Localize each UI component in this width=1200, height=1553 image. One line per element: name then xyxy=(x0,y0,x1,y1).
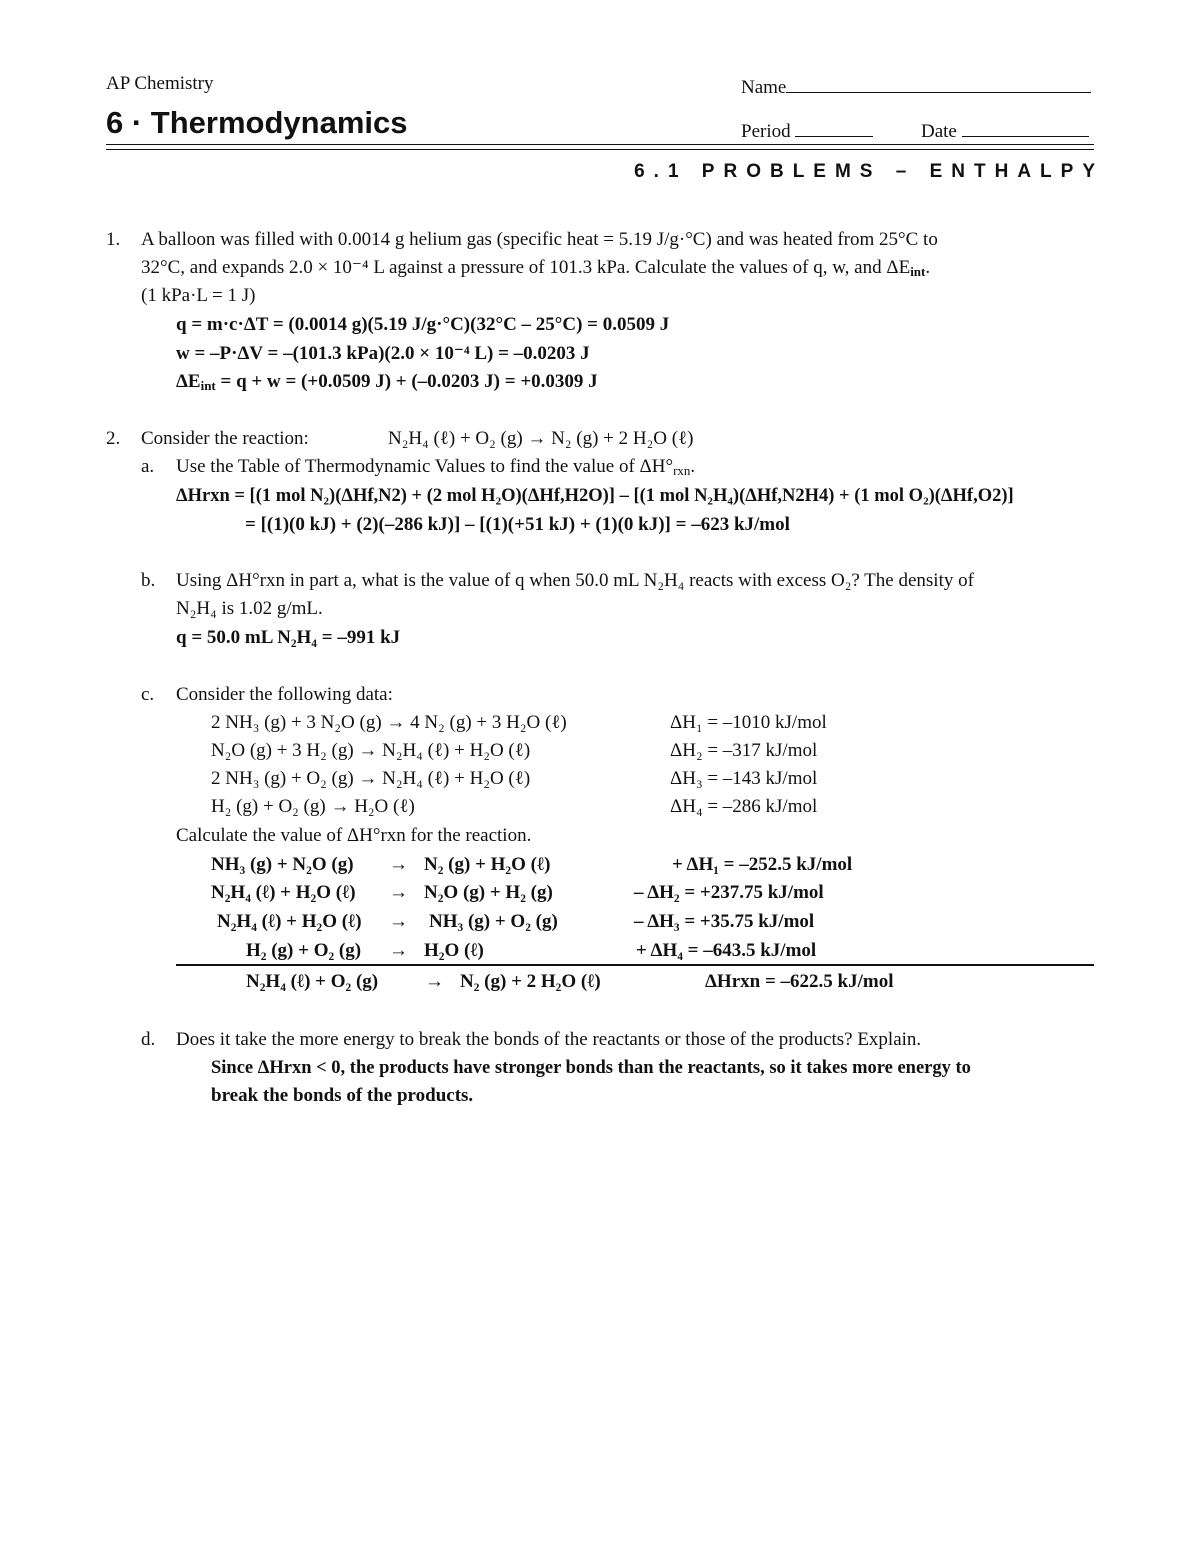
period-field[interactable] xyxy=(741,117,873,144)
name-field[interactable] xyxy=(741,73,1091,100)
step-2-left: N₂H₄ (ℓ) + H₂O (ℓ) xyxy=(211,882,356,903)
part-a-question-main: Use the Table of Thermodynamic Values to find the value of ΔH° xyxy=(176,456,674,477)
step-1-dh: + ΔH₁ = –252.5 kJ/mol xyxy=(672,854,853,875)
part-a-answer-line2: = [(1)(0 kJ) + (2)(–286 kJ)] – [(1)(+51 kJ) + (1)(0 kJ)] = –623 kJ/mol xyxy=(245,514,790,535)
data-equation-4: H₂ (g) + O₂ (g) → H₂O (ℓ) xyxy=(211,796,415,817)
step-4-dh: + ΔH₄ = –643.5 kJ/mol xyxy=(636,940,817,961)
step-2-arrow: → xyxy=(389,882,408,903)
data-dh-2: ΔH₂ = –317 kJ/mol xyxy=(670,740,818,761)
problem-2-number: 2. xyxy=(106,428,121,449)
step-3-dh: – ΔH₃ = +35.75 kJ/mol xyxy=(634,911,815,932)
data-dh-4: ΔH₄ = –286 kJ/mol xyxy=(670,796,818,817)
part-b-label: b. xyxy=(141,570,156,591)
header-rule-bottom xyxy=(106,149,1094,150)
part-d-label: d. xyxy=(141,1029,156,1050)
sum-rule xyxy=(176,964,1094,966)
total-arrow: → xyxy=(425,971,444,992)
data-equation-1: 2 NH₃ (g) + 3 N₂O (g) → 4 N₂ (g) + 3 H₂O (ℓ) xyxy=(211,712,567,733)
problem-2-reaction: N₂H₄ (ℓ) + O₂ (g) → N₂ (g) + 2 H₂O (ℓ) xyxy=(388,428,694,449)
name-blank xyxy=(786,73,1091,93)
problem-2-intro: Consider the reaction: xyxy=(141,428,309,449)
problem-1-line2-sub: int xyxy=(910,264,926,279)
step-4-right: H₂O (ℓ) xyxy=(424,940,484,961)
part-b-question-line2: N₂H₄ is 1.02 g/mL. xyxy=(176,598,323,619)
part-a-question-sub: rxn xyxy=(673,463,691,478)
date-label: Date xyxy=(921,121,957,142)
date-field[interactable] xyxy=(921,117,1089,144)
step-1-left: NH₃ (g) + N₂O (g) xyxy=(211,854,354,875)
part-c-label: c. xyxy=(141,684,155,705)
part-c-calc-prompt: Calculate the value of ΔH°rxn for the reaction. xyxy=(176,825,532,846)
step-3-left: N₂H₄ (ℓ) + H₂O (ℓ) xyxy=(217,911,362,932)
date-blank xyxy=(962,117,1089,137)
part-a-question: Use the Table of Thermodynamic Values to find the value of $\Delta H^\circ_{rxn}$. xyxy=(176,456,696,478)
total-left: N₂H₄ (ℓ) + O₂ (g) xyxy=(246,971,379,992)
problem-1-answer-e xyxy=(176,371,598,394)
total-right: N₂ (g) + 2 H₂O (ℓ) xyxy=(460,971,601,992)
header-rule-top xyxy=(106,144,1094,145)
name-label: Name xyxy=(741,77,787,98)
problem-1-number: 1. xyxy=(106,229,121,250)
step-4-arrow: → xyxy=(389,940,408,961)
step-2-right: N₂O (g) + H₂ (g) xyxy=(424,882,553,903)
step-1-right: N₂ (g) + H₂O (ℓ) xyxy=(424,854,551,875)
step-1-arrow: → xyxy=(389,854,408,875)
section-title: 6.1 PROBLEMS – ENTHALPY xyxy=(634,161,1104,182)
part-b-answer: q = 50.0 mL N₂H₄ = –991 kJ xyxy=(176,627,401,648)
period-blank xyxy=(795,117,873,137)
problem-1-answer-e-sub: int xyxy=(200,378,216,393)
problem-1-answer-e-post: = q + w = (+0.0509 J) + (–0.0203 J) = +0.0309 J xyxy=(215,371,598,392)
step-3-arrow: → xyxy=(389,911,408,932)
problem-1-answer-q: q = m·c·ΔT = (0.0014 g)(5.19 J/g·°C)(32°C – 25°C) = 0.0509 J xyxy=(176,314,670,335)
part-c-intro: Consider the following data: xyxy=(176,684,393,705)
unit-title: 6 · Thermodynamics xyxy=(106,105,408,140)
part-d-answer-line1: Since ΔHrxn < 0, the products have stronger bonds than the reactants, so it takes more energy to xyxy=(211,1058,971,1078)
step-3-right: NH₃ (g) + O₂ (g) xyxy=(429,911,558,932)
period-label: Period xyxy=(741,121,791,142)
data-dh-3: ΔH₃ = –143 kJ/mol xyxy=(670,768,818,789)
part-d-question: Does it take the more energy to break the bonds of the reactants or those of the products? Explain. xyxy=(176,1029,922,1050)
course-label: AP Chemistry xyxy=(106,73,214,94)
total-dh: ΔHrxn = –622.5 kJ/mol xyxy=(705,971,894,992)
data-dh-1: ΔH₁ = –1010 kJ/mol xyxy=(670,712,827,733)
data-equation-2: N₂O (g) + 3 H₂ (g) → N₂H₄ (ℓ) + H₂O (ℓ) xyxy=(211,740,531,761)
step-4-left: H₂ (g) + O₂ (g) xyxy=(246,940,362,961)
part-a-answer-line1: ΔHrxn = [(1 mol N₂)(ΔHf,N2) + (2 mol H₂O)(ΔHf,H2O)] – [(1 mol N₂H₄)(ΔHf,N2H4) + (1 mol O₂)(ΔHf,O2)] xyxy=(176,486,1014,506)
part-b-question-line1: Using ΔH°rxn in part a, what is the value of q when 50.0 mL N₂H₄ reacts with excess O₂? The density of xyxy=(176,570,974,591)
part-a-label: a. xyxy=(141,456,155,477)
problem-1-text-line3: (1 kPa·L = 1 J) xyxy=(141,285,256,306)
problem-1-text-line2: 32°C, and expands 2.0 × 10⁻⁴ L against a pressure of 101.3 kPa. Calculate the values of q, w, and $\Delta E_{int}$. xyxy=(141,257,931,279)
problem-1-text-line1: A balloon was filled with 0.0014 g helium gas (specific heat = 5.19 J/g·°C) and was heated from 25°C to xyxy=(141,229,938,250)
problem-1-line2-main: 32°C, and expands 2.0 × 10⁻⁴ L against a pressure of 101.3 kPa. Calculate the values of q, w, and ΔE xyxy=(141,257,911,278)
problem-1-answer-e-pre: ΔE xyxy=(176,371,201,392)
data-equation-3: 2 NH₃ (g) + O₂ (g) → N₂H₄ (ℓ) + H₂O (ℓ) xyxy=(211,768,531,789)
problem-1-answer-w: w = –P·ΔV = –(101.3 kPa)(2.0 × 10⁻⁴ L) = –0.0203 J xyxy=(176,343,590,364)
step-2-dh: – ΔH₂ = +237.75 kJ/mol xyxy=(634,882,824,903)
part-d-answer-line2: break the bonds of the products. xyxy=(211,1085,474,1106)
